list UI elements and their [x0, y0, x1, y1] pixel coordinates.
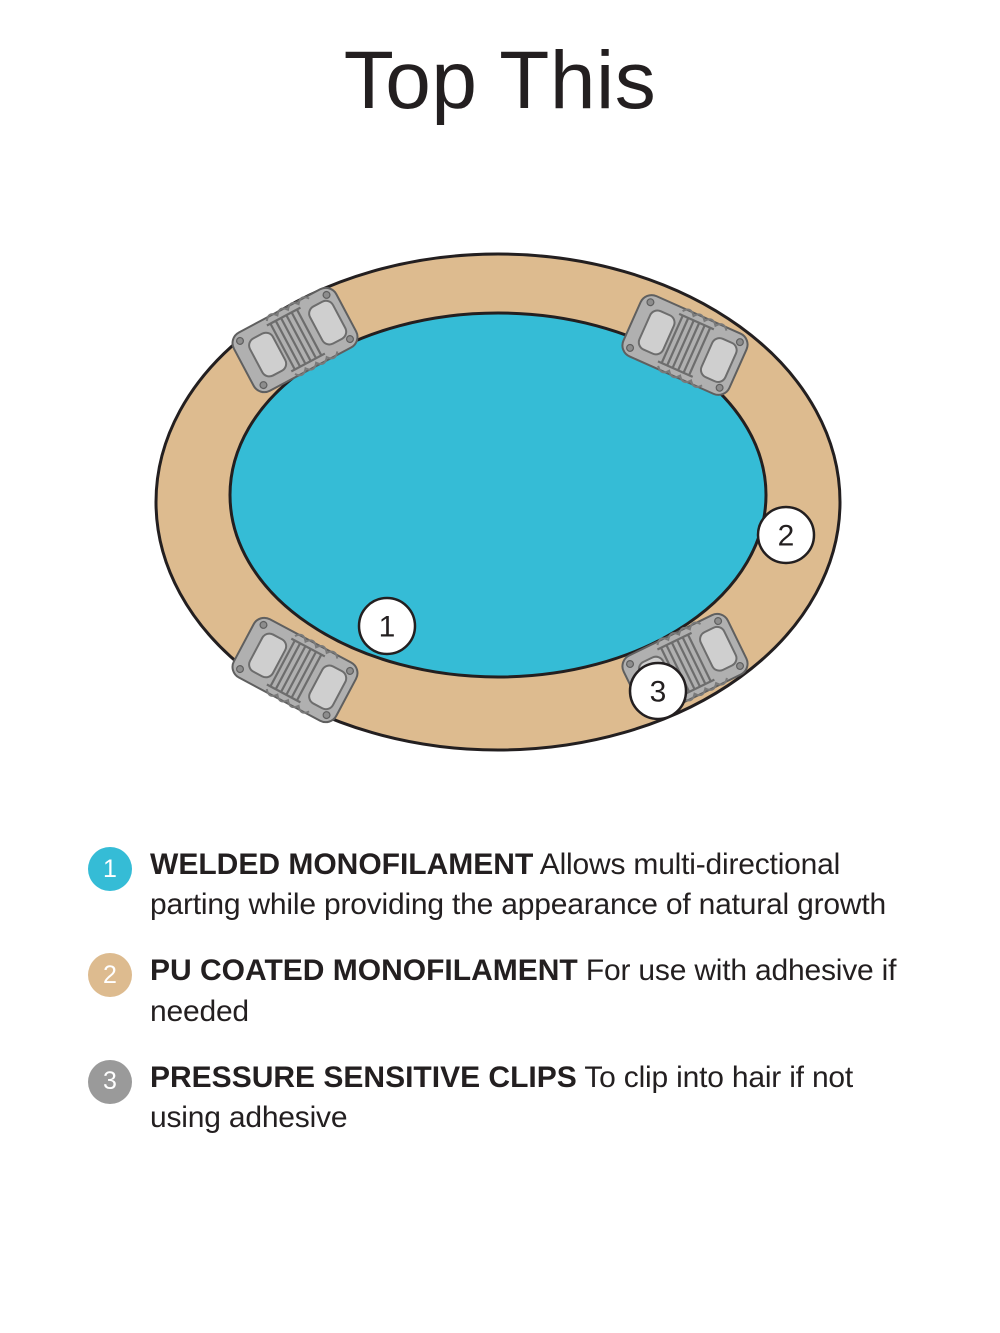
svg-text:3: 3	[649, 675, 667, 709]
callout-marker-3	[630, 663, 686, 719]
legend-lead-2: PU COATED MONOFILAMENT	[150, 954, 578, 988]
legend-text-2	[150, 951, 908, 1031]
legend-text-3	[150, 1058, 908, 1138]
diagram-container	[0, 200, 1000, 820]
svg-text:1: 1	[378, 610, 396, 644]
legend-text-1	[150, 845, 908, 925]
page-title: Top This	[343, 35, 657, 126]
legend-badge-2: 2	[88, 953, 132, 997]
legend-body-3: To clip into hair if not using adhesive	[150, 1060, 854, 1134]
legend-lead-1: WELDED MONOFILAMENT	[150, 848, 534, 881]
callout-marker-1	[359, 598, 415, 654]
legend-badge-3: 3	[88, 1060, 132, 1104]
legend-body-2: For use with adhesive if needed	[150, 954, 897, 1028]
legend-item-2	[88, 951, 908, 1031]
callout-marker-2	[758, 507, 814, 563]
legend-badge-1: 1	[88, 847, 132, 891]
legend-item-1	[88, 845, 908, 925]
svg-text:2: 2	[777, 519, 795, 553]
legend-list	[88, 845, 908, 1164]
legend-body-1: Allows multi-directional parting while providing the appearance of natural growth	[150, 848, 886, 922]
legend-lead-3: PRESSURE SENSITIVE CLIPS	[150, 1060, 577, 1094]
legend-item-3	[88, 1058, 908, 1138]
